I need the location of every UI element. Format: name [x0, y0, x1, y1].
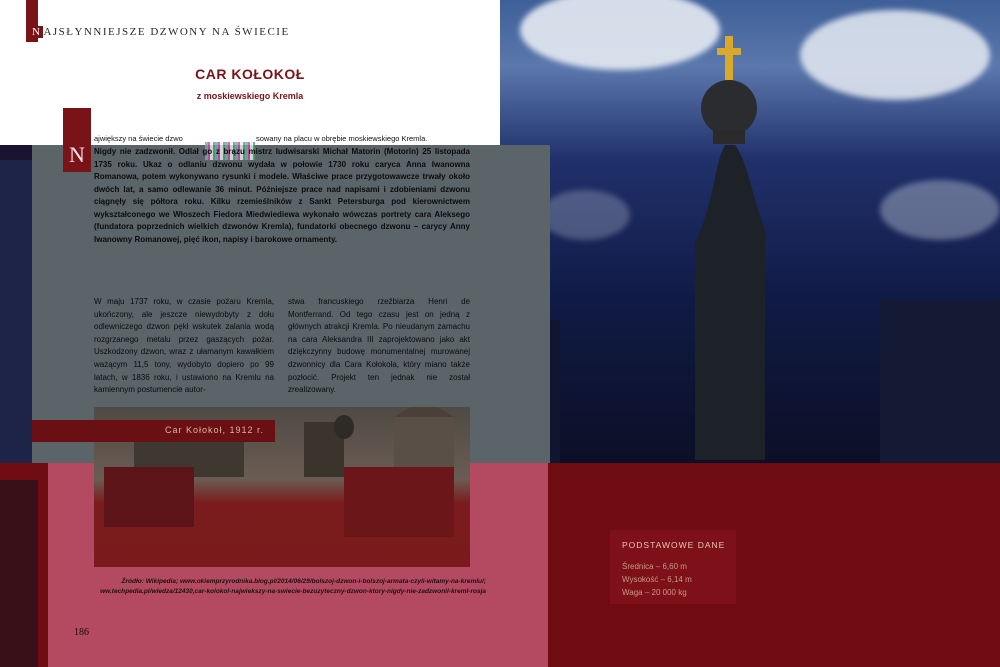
header-text: AJSŁYNNIEJSZE DZWONY NA ŚWIECIE: [43, 26, 290, 38]
intro-text: Nigdy nie zadzwonił. Odlał go z brązu mistrz ludwisarski Michał Matorin (Motorin) 25 listopada 1735 roku. Ukaz o odlaniu dzwonu wydała w połowie 1730 roku caryca Anna Iwanowna Romanowa, potem wykonywano rysunki i modele. Właściwe prace przygotowawcze trwały około dwóch lat, a samo odlewanie 36 minut. Późniejsze prace nad napisami i zdobieniami dzwonu ciągnęły się półtora roku. Kilku rzemieślników z Sankt Petersburga pod kierownictwem wykształconego we Włoszech Fiedora Miedwiediewa wykonało wówczas portrety cara Aleksego (fundatora poprzednich wielkich dzwonów Kremla), fundatorki obecnego dzwonu – carycy Anny Iwanowny Romanowej, pięć ikon, napisy i barokowe ornamenty.: [94, 147, 470, 244]
left-strip: [0, 160, 32, 480]
first-line-start: ajwiększy na świecie dzwo: [94, 134, 183, 143]
data-box-title: PODSTAWOWE DANE: [622, 540, 726, 550]
body-column-1: [94, 296, 274, 397]
drop-cap: N: [63, 108, 91, 172]
data-row-height: Wysokość – 6,14 m: [622, 575, 692, 584]
body-column-2: [288, 296, 470, 397]
article-subtitle: z moskiewskiego Kremla: [196, 91, 304, 101]
photo-caption: Car Kołokoł, 1912 r.: [165, 425, 265, 435]
source-note: Źródło: Wikipedia; www.okiemprzyrodnika.blog.pl/2014/06/29/bolszoj-dzwon-i-bolszoj-armata-czyli-witamy-na-kremlu/; ww.techpedia.pl/wiedza/12430,car-kolokol-najwiekszy-na-swiecie-bezuzyteczny-dzwon-ktory-nigdy-nie-zadzwonil-kreml-rosja: [100, 578, 486, 595]
column-2-text: stwa francuskiego rzeźbiarza Henri de Montferrand. Od tego czasu jest on jedną z głównych atrakcji Kremla. Po nieudanym zamachu na cara Aleksandra III zaprojektowano jako akt dziękczynny budowę monumentalnej murowanej dzwonnicy dla Cara Kołokoła, który miano także pozłocić. Projekt ten jednak nie został zrealizowany.: [288, 297, 470, 395]
data-row-diameter: Średnica – 6,60 m: [622, 562, 687, 571]
page-number: 186: [74, 627, 89, 638]
article-title: CAR KOŁOKOŁ: [195, 66, 305, 82]
data-box-rows: [622, 560, 692, 599]
bell-orb-cross: [695, 30, 765, 470]
intro-paragraph: [94, 146, 470, 246]
data-row-weight: Waga – 20 000 kg: [622, 588, 687, 597]
first-line-end: sowany na placu w obrębie moskiewskiego Kremla.: [256, 134, 428, 143]
running-header: [30, 26, 290, 38]
header-cap: N: [32, 26, 42, 38]
left-margin: [0, 480, 38, 667]
column-1-text: W maju 1737 roku, w czasie pożaru Kremla, ukończony, ale jeszcze niewydobyty z dołu odlewniczego dzwon pękł wskutek zalania wodą rozgrzanego metalu przez gaszących pożar. Uszkodzony dzwon, wraz z ułamanym kawałkiem ważącym 11,5 tony, wydobyto dopiero po 99 latach, w 1836 roku, i ustawiono na Kremlu na kamiennym postumencie autor-: [94, 297, 274, 395]
